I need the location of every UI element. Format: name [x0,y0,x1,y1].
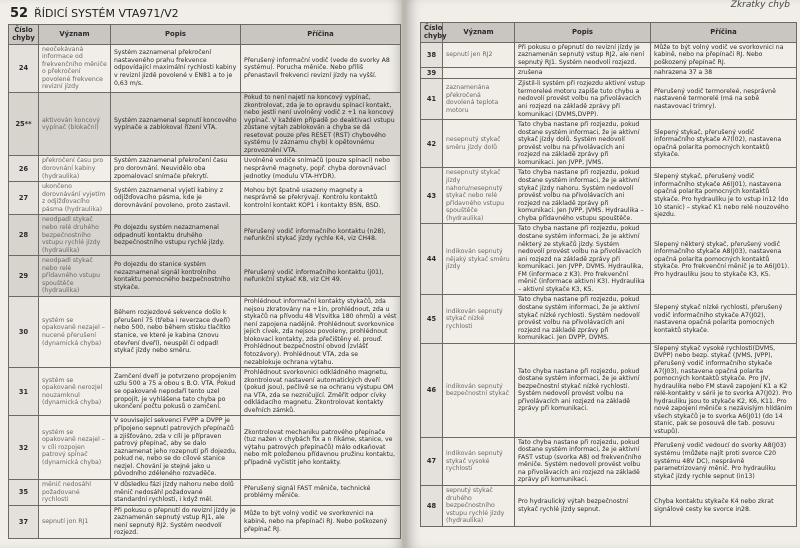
column-header: Příčina [241,25,401,45]
error-cause: Slepený stykač, přerušený vodič informačního stykače A7(l02), nastavena opačná polarita pomocných kontaktů stykače. [651,120,797,168]
table-row [421,42,797,68]
error-code: 45 [421,295,443,343]
error-meaning: indikován sepnutý stykač nízké rychlosti [443,295,515,343]
error-meaning: indikován sepnutý nějaký stykač směru jízdy [443,224,515,295]
table-row [9,479,401,505]
table-row [9,368,401,416]
error-cause: Mohou být špatně usazeny magnety a nesprávně se překrývají. Kontrolu kontaktů kontrolní kontakt KOP1 i kontakty BSN, BSD. [241,182,401,215]
table-header-row [9,25,401,45]
error-description: Po dojezdu do stanice systém nezaznamenal signál kontrolního kontaktu pomocného bezpečnostního stykače. [111,256,241,297]
page-header [10,6,179,21]
error-code: 27 [9,182,39,215]
error-description: Zamčení dveří je potvrzeno propojením uzlu 500 a 75 a obou s B.O. VTA. Pokud se opakovaně nepodaří tento uzel propojit, je vyhlášena tato chyba po ukončení počtu pokusů o zamčení. [111,368,241,416]
error-description: Tato chyba nastane při rozjezdu, pokud dostane systém informaci, že je aktivní stykač jízdy nahoru. Systém nedovolí provést volbu na přivolávacích ani rozjezd na základě zprávy při komunikaci. Jen JVPP, JVMS. Hydraulika – chyba přídavného vstupu spouštěče. [515,168,651,224]
error-meaning: sepnutí jon RJ1 [39,505,111,538]
table-row [421,68,797,79]
error-meaning: nesepnutý stykač směru jízdy dolů [443,120,515,168]
error-description: Zjistil-li systém při rozjezdu aktivní vstup termoreleé motoru zapíše tuto chybu a nedovolí provést volbu na přivolávacích ani rozjezd na základě zprávy při komunikaci (DVMS,DVPP). [515,79,651,120]
table-row [421,485,797,526]
error-meaning: indikován sepnutý bezpečnostní stykač [443,343,515,437]
error-code: 42 [421,120,443,168]
error-code: 35 [9,479,39,505]
error-cause: Slepený stykač nízké rychlosti, přerušený vodič informačního stykače A7(J02), nastavena opačná polarita pomocných kontaktů stykače. [651,295,797,343]
table-row [421,437,797,485]
error-code: 32 [9,416,39,480]
table-row [421,79,797,120]
error-description: Systém zaznamenal sepnutí koncového vypínače a zablokoval řízení VTA. [111,92,241,156]
table-row [9,416,401,480]
table-row [421,120,797,168]
error-table-right [420,22,797,527]
column-header: Popis [515,23,651,43]
error-code: 43 [421,168,443,224]
page-header-title: ŘÍDICÍ SYSTÉM VTA971/V2 [34,7,179,20]
column-header: Číslo chyby [421,23,443,43]
error-meaning: indikován sepnutý stykač vysoké rychlosti [443,437,515,485]
error-cause: Chyba kontaktu stykače K4 nebo zkrat signálové cesty ke svorce in28. [651,485,797,526]
error-code: 37 [9,505,39,538]
error-cause: Uvolněné vodiče snímačů (pouze spínací) nebo nesprávně magnety, popř. chyba dorovnávací jednotky (modulu VTA-HYDR). [241,156,401,182]
table-row [9,505,401,538]
error-meaning: neočekávaná informace od frekvenčního měniče o překročení povolené frekvence revizní jízdy [39,44,111,92]
table-row [9,44,401,92]
table-row [9,182,401,215]
error-code: 41 [421,79,443,120]
error-description: Při pokusu o přepnutí do revizní jízdy je zaznamenán sepnutý vstup RJ2, ale není sepnutý RJ1. Systém neodvolí rozjezd. [515,42,651,68]
table-row [9,297,401,368]
column-header: Popis [111,25,241,45]
error-cause: Přerušený vodič termoreleé, nesprávně nastavené termorelé (má na sobě nastavovací trimry). [651,79,797,120]
table-row [9,215,401,256]
error-description: Během rozjezdové sekvence došlo k přerušení 75 (třeba i reverzace dveří) nebo 500, nebo během stisku tlačítko stanice, ve které je kabina (znovu otevření dveří), neuspěl či odpadl stykač jízdy nebo směru. [111,297,241,368]
table-row [9,92,401,156]
error-description: V důsledku fázi jízdy nahoru nebo dolů měnič nedosáhl požadované standardní rychlosti, i když měl. [111,479,241,505]
error-description: V související sekvenci FVPP a DVPP je přípojeno sepnutí patrových přepínačů a zjišťováno, zda v cíli je přípraven patrový přepínač, aby se dalo zaznamenat jeho rozepnutí při dojezdu, pokud ne, nebo se do cílové stanice nezjel. Chování je stejné jako u původního zděleného rozvaděče. [111,416,241,480]
error-description: Tato chyba nastane při rozjezdu, pokud dostane systém informaci, že je aktivní bezpečnostní stykač nízké rychlosti. Systém nedovolí provést volbu na přivolávacích ani rozjezd na základě zprávy při komunikaci. [515,343,651,437]
error-table-left [8,24,401,539]
page-number: 52 [10,6,29,21]
error-code: 44 [421,224,443,295]
error-meaning: aktivován koncový vypínač (blokační) [39,92,111,156]
error-code: 38 [421,42,443,68]
error-meaning: systém se opakovaně nezajel – nucené přerušení (dynamická chyba) [39,297,111,368]
error-cause: Slepený stykač, přerušený vodič informačního stykače A6(J01), nastavena opačná polarita pomocných kontaktů stykače. Pro hydrauliku je to vstup in12 (do 10 stanic) – stykač K1 nebo relé nouzového sjezdu. [651,168,797,224]
error-meaning: zaznamenána překročená dovolená teplota motoru [443,79,515,120]
error-meaning: sepnutí jen RJ2 [443,42,515,68]
error-meaning: nesepnutý stykač jízdy nahoru/nesepnutý stykač nebo relé přídavného vstupu spouštěče (hydraulika) [443,168,515,224]
column-header: Číslo chyby [9,25,39,45]
error-meaning: systém se opakovaně nerozjel nouzamknul (dynamická chyba) [39,368,111,416]
error-description: Systém zaznamenal překročení nastaveného prahu frekvence odpovídající maximální rychlosti kabiny v revizní jízdě povolené v EN81 a to je 0,63 m/s. [111,44,241,92]
error-cause: Slepený některý stykač, přerušený vodič informačního stykače A8(J03), nastavena opačná polarita pomocných kontaktů stykače. Pro frekvenční měnič je to A6(J01). Pro hydrauliku jsou to stykače K3, K5. [651,224,797,295]
table-header-row [421,23,797,43]
table-row [421,295,797,343]
error-cause: Přerušený vodič informačního kontaktu (j01), nefunkční stykač K8, viz CH 49. [241,256,401,297]
error-cause: nahrazena 37 a 38 [651,68,797,79]
error-meaning [443,68,515,79]
error-description: Tato chyba nastane při rozjezdu, pokud dostane systém informaci, že je aktivní některý ze stykačů jízdy. Systém nedovolí provést volbu na přivolávacích ani rozjezd na základě zprávy při komunikaci. Jen JVPP, DVMS. Hydraulika, FM (informace z K3). Pro frekvenční měnič (informace aktivní K3). Hydraulika – aktivní stykače K3, K5. [515,224,651,295]
error-cause: Prohlédnout informační kontakty stykačů, zda nejsou zkratovány na +1in, prohlédnout, zda u stykačů na přívodu 48 V(svitka 180 ohmů) a vést není zapojena nadějně. Prohlédnout svorkovnice jejich cívek, zda nejsou povoleny, prohlédnout blokovací kontakty, zda přečištěny el. prouď. Prohlédnout bezpečnostní obvod (zvlášť fotozávory). Prohlédnout VTA, zda se nezablokuje ochrana výtahu. [241,297,401,368]
error-code: 46 [421,343,443,437]
error-code: 26 [9,156,39,182]
error-table-body [421,42,797,526]
error-description: Pro hydraulický výtah bezpečnostní stykač rychlé jízdy sepnut. [515,485,651,526]
error-cause: Zkontrolovat mechaniku patrového přepínače (tuz nažen v chybách fix a n řikáme, stanice, ve výtahu patrových přepínačů) málo odkaňovat nebo mít položenou přídavnou pružinu kontaktu, případně vyčistit jeho kontakty. [241,416,401,480]
error-cause: Může to být volný vodič ve svorkovnici na kabině, nebo na přepínači RJ. Nebo poškozený přepínač RJ. [651,42,797,68]
error-cause: Přerušený signál FAST měniče, technické problémy měniče. [241,479,401,505]
error-code: 48 [421,485,443,526]
error-meaning: neodpadl stykač nebo relé přídavného vstupu spouštěče (hydraulika) [39,256,111,297]
error-description: Po dojezdu systém nezaznamenal odpadnutí kontaktu druhého bezpečnostního vstupu rychlé jízdy. [111,215,241,256]
error-meaning: překročení času pro dorovnání kabiny (hydraulika) [39,156,111,182]
error-meaning: systém se opakovaně nezajel – v cíli rozpojen patrový spínač (dynamická chyba) [39,416,111,480]
error-table-body [9,44,401,538]
error-cause: Přerušený vodič vedoucí do svorky A8(J03) systému (můžete najít proti svorce C20 systému 48V DC), nesprávně parametrizovaný měnič. Pro hydrauliku stykač jízdy rychle sepnut (in13) [651,437,797,485]
column-header: Význam [39,25,111,45]
error-code: 29 [9,256,39,297]
error-cause: Pokud to není najetí na koncový vypínač, zkontrolovat, zda je to opravdu spínací kontakt, nebo jestli není uvolněný vodič z +1 na koncový vypínač. V každém případě po deaktivaci vstupu zůstane výtah zablokován a chyba se dá resetovat pouze přes RESET (RST) chybového systému (v záznamu chyb) k opětovnému zprovoznění VTA. [241,92,401,156]
error-cause: Prohlédnout svorkovnici odkládného magnetu, zkontrolovat nastavení automatických dveří (pokud jsou), pečlivě se na ochranu výstupu OM na VTA, zda se nezničující. Změřit odpor cívky odkládacího magnetu. Zkontrolovat kontakty dveřních zámků. [241,368,401,416]
error-description: Tato chyba nastane při rozjezdu, pokud dostane systém informaci, že je aktivní stykač jízdy dolů. Systém nedovolí provést volbu na přivolávacích ani rozjezd na základě zprávy při komunikaci. Jen JVPP, JVMS. [515,120,651,168]
error-code: 24 [9,44,39,92]
right-page [406,0,800,548]
error-meaning: ukončeno dorovnávání vyjetím z odjížďovacího pásma (hydraulika) [39,182,111,215]
page-header-right: Zkratky chyb [730,0,790,10]
error-meaning: měnič nedosáhl požadované rychlosti [39,479,111,505]
error-meaning: sepnutý stykač druhého bezpečnostního vstupu rychlé jízdy (hydraulika) [443,485,515,526]
error-cause: Přerušený vodič informačního kontaktu (n28), nefunkční stykač jízdy rychle K4, viz CH48. [241,215,401,256]
error-meaning: neodpadl stykač nebo relé druhého bezpečnostního vstupu rychlé jízdy (hydraulika) [39,215,111,256]
error-code: 39 [421,68,443,79]
error-cause: Může to být volný vodič ve svorkovnici na kabině, nebo na přepínači RJ. Nebo poškozený přepínač RJ. [241,505,401,538]
table-row [421,168,797,224]
error-code: 25** [9,92,39,156]
table-row [9,156,401,182]
column-header: Význam [443,23,515,43]
error-code: 47 [421,437,443,485]
error-code: 31 [9,368,39,416]
error-code: 28 [9,215,39,256]
table-row [9,256,401,297]
error-code: 30 [9,297,39,368]
error-description: Při pokusu o přepnutí do revizní jízdy je zaznamenán sepnutý vstup RJ1, ale není sepnutý RJ2. Systém neodvolí rozjezd. [111,505,241,538]
error-cause: Slepený stykač vysoké rychlosti(DVMS, DVPP) nebo bezp. stykač (JVMS, JVPP), přerušený vodič informačního stykače A7(J03), nastavena opačná polarita pomocných kontaktů stykače. Pro JIV, hydraulika nebo FM stavě zapojení K1 a K2 relé-kontakty v sérii je to svorka A7(J02). Pro hydrauliku jsou to stykače K2, K6, K11. Pro nové zapojení měniče s nezávislým hlídáním všech stykačů je to svorka A6(J01) (do 14 stanic, pak se posouvá dle tab. posuvu vstupů). [651,343,797,437]
table-row [421,224,797,295]
error-description: Tato chyba nastane při rozjezdu, pokud dostane systém informaci, že je aktivní FAST vstup (svorka A8) od frekvenčního měniče. Systém nedovolí provést volbu na přivolávacích ani rozjezd na základě zprávy při komunikaci. [515,437,651,485]
table-row [421,343,797,437]
error-description: zrušena [515,68,651,79]
error-description: Systém zaznamenal vyjetí kabiny z odjížďovacího pásma, kde je dorovnávání povoleno, proto zastavil. [111,182,241,215]
error-description: Tato chyba nastane při rozjezdu, pokud dostane systém informaci, že je aktivní stykač nízké rychlosti. Systém nedovolí provést volbu na přivolávacích ani rozjezd na základě zprávy při komunikaci. Jen DVPP, DVMS. [515,295,651,343]
error-description: Systém zaznamenal překročení času pro dorovnání. Neuvidělo oba zpomalovací snímače překrytí. [111,156,241,182]
column-header: Příčina [651,23,797,43]
error-cause: Přerušený informační vodič (vede do svorky A8 systému). Porucha měniče. Nebo příliš přenastavil frekvenci revizní jízdy na vyšší. [241,44,401,92]
